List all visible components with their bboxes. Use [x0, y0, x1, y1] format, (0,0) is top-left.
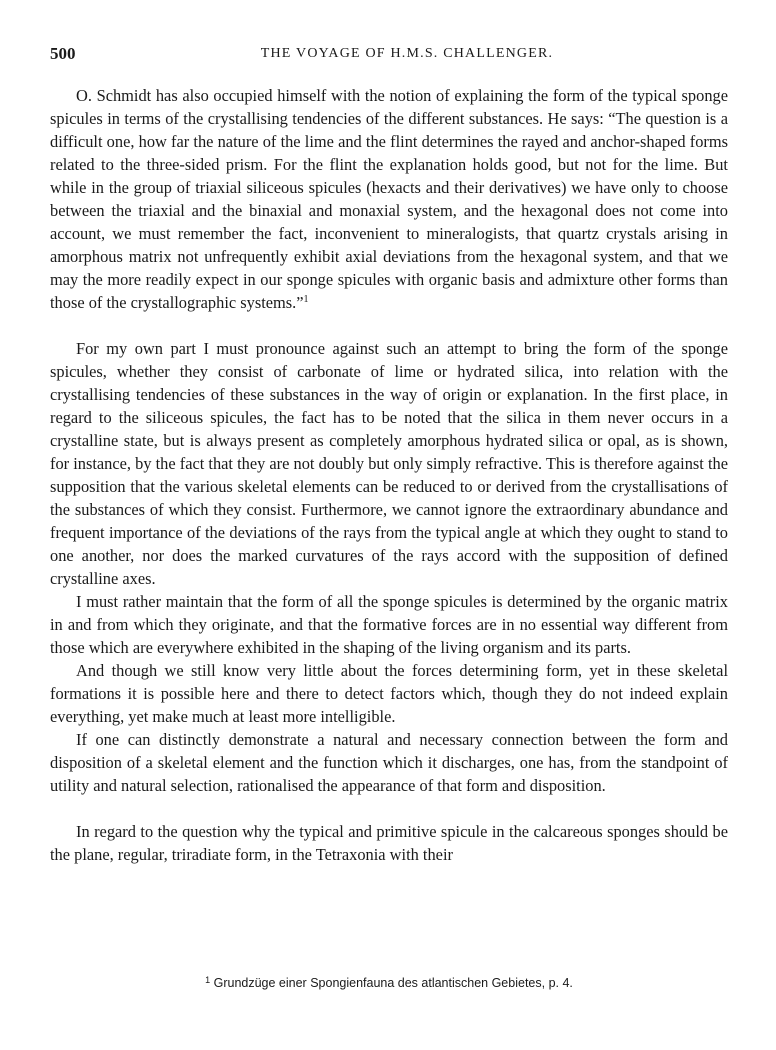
paragraph-organic-matrix: I must rather maintain that the form of all the sponge spicules is determined by the organic matrix in and from which they originate, and that the formative forces are in no essential way different from those which are everywhere exhibited in the shaping of the living organism and its parts.: [50, 592, 728, 657]
paragraph-forces: And though we still know very little about the forces determining form, yet in these skeletal formations it is possible here and there to detect factors which, though they do not indeed explain everything, yet make much at least more intelligible.: [50, 661, 728, 726]
paragraph-schmidt-quote: O. Schmidt has also occupied himself with the notion of explaining the form of the typical sponge spicules in terms of the crystallising tendencies of the different substances. He says: “The question is a difficult one, how far the nature of the lime and the flint determines the rayed and anchor-shaped forms related to the three-sided prism. For the flint the explanation holds good, but not for the lime. But while in the group of triaxial siliceous spicules (hexacts and their derivatives) we have only to choose between the triaxial and the binaxial and monaxial system, and the hexagonal does not come into account, we must remember the fact, inconvenient to mineralogists, that quartz crystals arising in amorphous matrix not unfrequently exhibit axial deviations from the hexagonal system, and that we may the more readily expect in our sponge spicules with organic basis and admixture other forms than those of the crystallographic systems.”$^1$: [50, 86, 728, 312]
footnote-marker: 1: [205, 975, 211, 985]
paragraph-own-view: For my own part I must pronounce against such an attempt to bring the form of the sponge spicules, whether they consist of carbonate of lime or hydrated silica, into relation with the crystallising tendencies of these substances in the way of origin or explanation. In the first place, in regard to the siliceous spicules, the fact has to be noted that the silica in them never occurs in a crystalline state, but is always present as completely amorphous hydrated silica or opal, as is shown, for instance, by the fact that they are not doubly but only simply refractive. This is therefore against the supposition that the various skeletal elements can be reduced to or derived from the crystallisations of the substances of which they consist. Furthermore, we cannot ignore the extraordinary abundance and frequent importance of the deviations of the rays from the typical angle at which they ought to stand to one another, nor does the marked curvatures of the rays accord with the supposition of defined crystalline axes.: [50, 339, 728, 588]
footnote-text: Grundzüge einer Spongienfauna des atlantischen Gebietes, p. 4.: [213, 976, 573, 990]
footnote: [50, 976, 728, 990]
page-header: [50, 44, 724, 64]
running-title: THE VOYAGE OF H.M.S. CHALLENGER.: [260, 46, 554, 61]
footnote-reference: 1: [303, 294, 309, 305]
paragraph-utility: If one can distinctly demonstrate a natural and necessary connection between the form and disposition of a skeletal element and the function which it discharges, one has, from the standpoint of utility and natural selection, rationalised the appearance of that form and disposition.: [50, 730, 728, 795]
page-number: 500: [50, 44, 76, 63]
page-body: [50, 84, 728, 866]
paragraph-triradiate: In regard to the question why the typical and primitive spicule in the calcareous sponges should be the plane, regular, triradiate form, in the Tetraxonia with their: [50, 822, 728, 864]
